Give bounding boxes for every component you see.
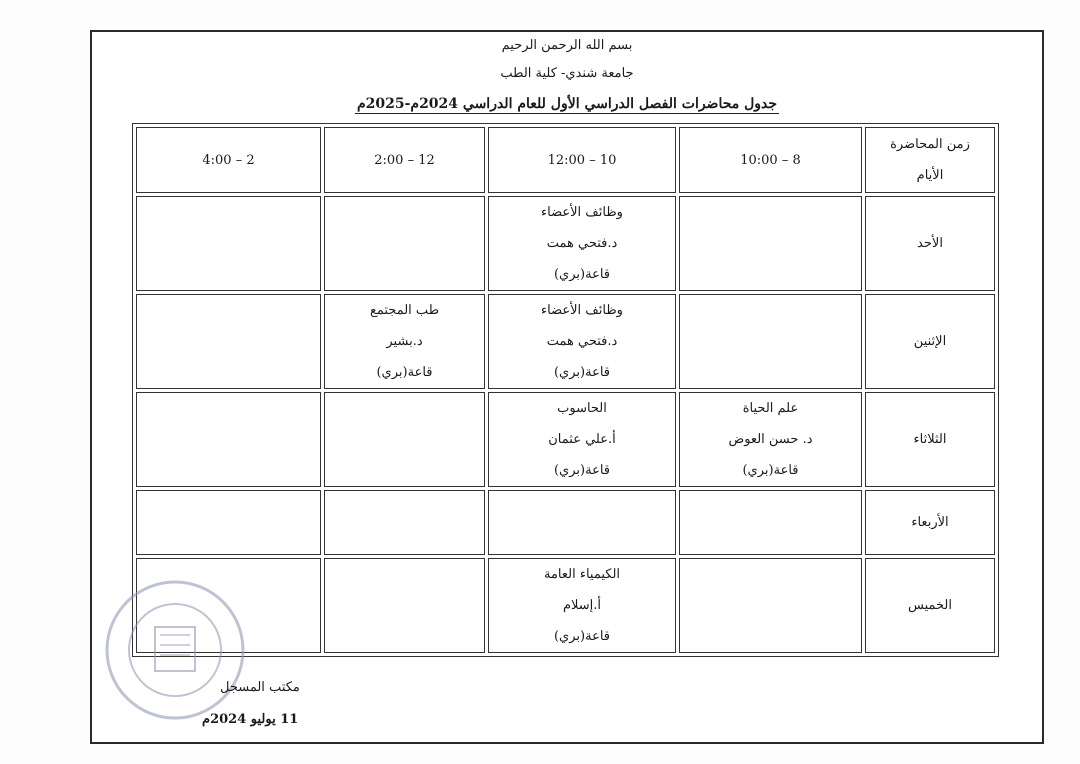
corner-header-cell: زمن المحاضرة الأيام (865, 127, 995, 193)
course-name: طب المجتمع (369, 303, 440, 318)
day-cell: الأربعاء (865, 490, 995, 555)
schedule-cell (679, 294, 862, 389)
time-header-row (136, 127, 995, 193)
time-slot-1: 8 – 10:00 (679, 127, 862, 193)
schedule-cell (324, 294, 485, 389)
day-cell: الخميس (865, 558, 995, 653)
day-cell: الثلاثاء (865, 392, 995, 487)
schedule-table (132, 123, 999, 657)
schedule-cell (324, 490, 485, 555)
schedule-cell (488, 196, 676, 291)
instructor-name: د.فتحي همت (546, 334, 618, 349)
faculty-stamp (100, 575, 250, 725)
course-name: الحاسوب (557, 401, 607, 416)
schedule-cell (324, 558, 485, 653)
institution-name: جامعة شندي- كلية الطب (500, 66, 634, 81)
schedule-cell (679, 392, 862, 487)
schedule-cell (488, 490, 676, 555)
day-row (136, 196, 995, 291)
schedule-cell (679, 196, 862, 291)
instructor-name: د. حسن العوض (728, 432, 813, 447)
day-row (136, 558, 995, 653)
schedule-cell (488, 392, 676, 487)
time-slot-2: 10 – 12:00 (488, 127, 676, 193)
schedule-cell (679, 490, 862, 555)
schedule-cell (679, 558, 862, 653)
course-name: وظائف الأعضاء (541, 205, 623, 220)
schedule-cell (488, 294, 676, 389)
schedule-title: جدول محاضرات الفصل الدراسي الأول للعام الدراسي 2024م-2025م (356, 96, 778, 112)
lecture-hall: قاعة(بري) (553, 365, 610, 380)
lecture-hall: قاعة(بري) (553, 629, 610, 644)
schedule-cell (136, 196, 321, 291)
lecture-hall: قاعة(بري) (553, 463, 610, 478)
day-row (136, 392, 995, 487)
schedule-cell (488, 558, 676, 653)
schedule-cell (136, 392, 321, 487)
schedule-cell (136, 294, 321, 389)
lecture-hall: قاعة(بري) (376, 365, 433, 380)
instructor-name: د.فتحي همت (546, 236, 618, 251)
basmala: بسم الله الرحمن الرحيم (501, 38, 633, 53)
schedule-cell (136, 490, 321, 555)
day-cell: الأحد (865, 196, 995, 291)
issue-date: 11 يوليو 2024م (202, 712, 299, 727)
schedule-cell (324, 196, 485, 291)
time-slot-3: 12 – 2:00 (324, 127, 485, 193)
day-row (136, 294, 995, 389)
day-cell: الإثنين (865, 294, 995, 389)
schedule-cell (324, 392, 485, 487)
instructor-name: أ.إسلام (562, 598, 602, 613)
day-row (136, 490, 995, 555)
document-sheet (90, 30, 1044, 744)
course-name: وظائف الأعضاء (541, 303, 623, 318)
time-slot-4: 2 – 4:00 (136, 127, 321, 193)
course-name: الكيمياء العامة (543, 567, 621, 582)
lecture-hall: قاعة(بري) (553, 267, 610, 282)
lecture-hall: قاعة(بري) (742, 463, 799, 478)
instructor-name: د.بشير (386, 334, 423, 349)
instructor-name: أ.علي عثمان (548, 432, 616, 447)
course-name: علم الحياة (742, 401, 799, 416)
registrar-office: مكتب المسجل (220, 680, 300, 695)
